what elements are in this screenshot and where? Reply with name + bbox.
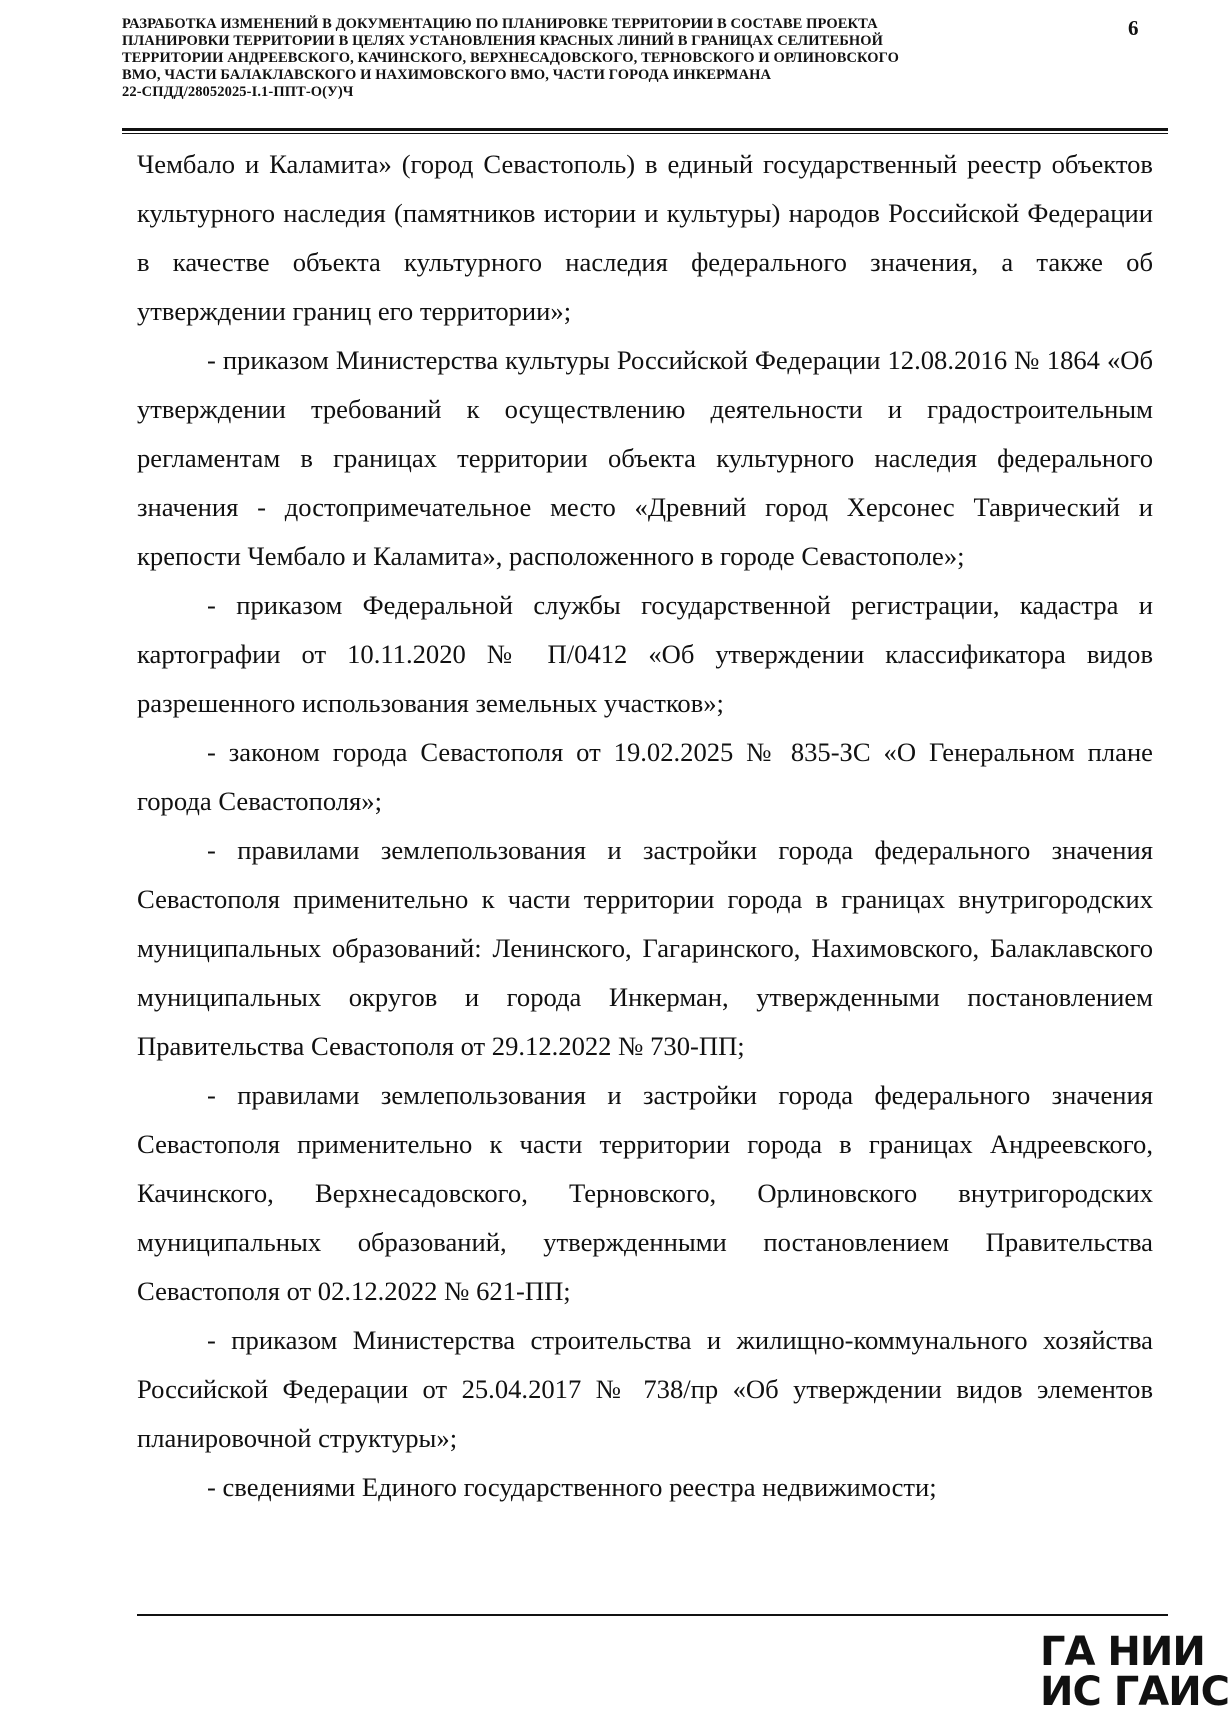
header-line-3: ТЕРРИТОРИИ АНДРЕЕВСКОГО, КАЧИНСКОГО, ВЕРХНЕСАДОВСКОГО, ТЕРНОВСКОГО И ОРЛИНОВСКОГО — [122, 50, 900, 66]
footer-divider — [137, 1614, 1168, 1616]
logo-line-2: ИС ГАИС — [1040, 1669, 1229, 1715]
paragraph-item: - приказом Федеральной службы государственной регистрации, кадастра и картографии от 10.11.2020 № П/0412 «Об утверждении классификатора видов разрешенного использования земельных участков»; — [137, 590, 1153, 718]
page-number: 6 — [1128, 16, 1139, 40]
paragraph-item: - правилами землепользования и застройки города федерального значения Севастополя применительно к части территории города в границах Андреевского, Качинского, Верхнесадовского, Терновского, Орлиновского внутригородских муниципальных образований, утвержденными постановлением Правительства Севастополя от 02.12.2022 № 621-ПП; — [137, 1080, 1153, 1306]
header-divider — [122, 128, 1168, 131]
logo-line-1: ГА НИИ — [1040, 1629, 1205, 1675]
header-divider-thin — [122, 133, 1168, 134]
paragraph-item: - сведениями Единого государственного реестра недвижимости; — [207, 1472, 937, 1502]
document-code: 22-СПДД/28052025-I.1-ППТ-О(У)Ч — [122, 84, 354, 100]
document-header — [122, 16, 1022, 101]
paragraph-item: - законом города Севастополя от 19.02.2025 № 835-ЗС «О Генеральном плане города Севастополя»; — [137, 737, 1153, 816]
header-line-2: ПЛАНИРОВКИ ТЕРРИТОРИИ В ЦЕЛЯХ УСТАНОВЛЕНИЯ КРАСНЫХ ЛИНИЙ В ГРАНИЦАХ СЕЛИТЕБНОЙ — [122, 33, 884, 49]
paragraph-item: - приказом Министерства культуры Российской Федерации 12.08.2016 № 1864 «Об утверждении требований к осуществлению деятельности и градостроительным регламентам в границах территории объекта культурного наследия федерального значения - достопримечательное место «Древний город Херсонес Таврический и крепости Чембало и Каламита», расположенного в городе Севастополе»; — [137, 345, 1153, 571]
document-body — [137, 140, 1153, 1512]
organization-logo — [1040, 1629, 1229, 1715]
paragraph-item: - приказом Министерства строительства и жилищно-коммунального хозяйства Российской Федерации от 25.04.2017 № 738/пр «Об утверждении видов элементов планировочной структуры»; — [137, 1325, 1153, 1453]
header-line-1: РАЗРАБОТКА ИЗМЕНЕНИЙ В ДОКУМЕНТАЦИЮ ПО ПЛАНИРОВКЕ ТЕРРИТОРИИ В СОСТАВЕ ПРОЕКТА — [122, 16, 878, 32]
header-line-4: ВМО, ЧАСТИ БАЛАКЛАВСКОГО И НАХИМОВСКОГО ВМО, ЧАСТИ ГОРОДА ИНКЕРМАНА — [122, 67, 772, 83]
paragraph-item: - правилами землепользования и застройки города федерального значения Севастополя применительно к части территории города в границах внутригородских муниципальных образований: Ленинского, Гагаринского, Нахимовского, Балаклавского муниципальных округов и города Инкерман, утвержденными постановлением Правительства Севастополя от 29.12.2022 № 730-ПП; — [137, 835, 1153, 1061]
paragraph-continuation: Чембало и Каламита» (город Севастополь) в единый государственный реестр объектов культурного наследия (памятников истории и культуры) народов Российской Федерации в качестве объекта культурного наследия федерального значения, а также об утверждении границ его территории»; — [137, 149, 1153, 326]
